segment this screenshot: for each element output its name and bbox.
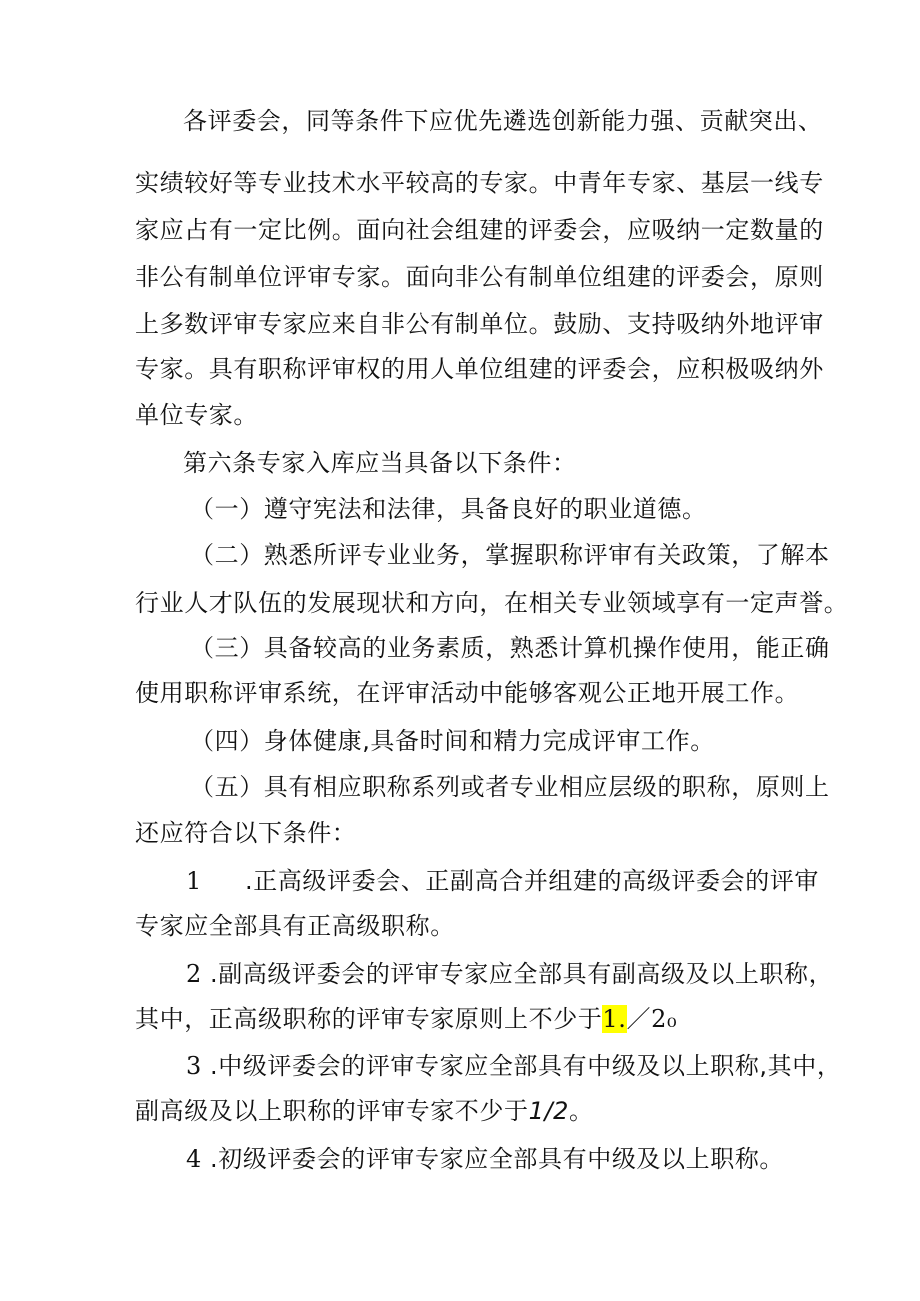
item-1-number: 1 (186, 867, 202, 895)
condition-2: （二）熟悉所评专业业务，掌握职称评审有关政策，了解本 (190, 541, 830, 569)
highlighted-number: 1. (602, 1005, 627, 1033)
item-1-text: .正高级评委会、正副高合并组建的高级评委会的评审 (245, 867, 820, 895)
paragraph-line: 上多数评审专家应来自非公有制单位。鼓励、支持吸纳外地评审 (135, 310, 824, 338)
item-2-cont-text: 其中，正高级职称的评审专家原则上不少于 (135, 1005, 603, 1033)
period: 。 (569, 1097, 594, 1125)
article-heading: 第六条专家入库应当具备以下条件： (183, 449, 577, 477)
fraction: 1/2 (528, 1097, 570, 1125)
paragraph-line: 实绩较好等专业技术水平较高的专家。中青年专家、基层一线专 (135, 169, 824, 197)
condition-2-cont: 行业人才队伍的发展现状和方向，在相关专业领域享有一定声誉。 (135, 589, 849, 617)
paragraph-line: 非公有制单位评审专家。面向非公有制单位组建的评委会，原则 (135, 263, 824, 291)
item-4-text: .初级评委会的评审专家应全部具有中级及以上职称。 (210, 1145, 785, 1173)
condition-5: （五）具有相应职称系列或者专业相应层级的职称，原则上 (190, 773, 830, 801)
item-2-text: .副高级评委会的评审专家应全部具有副高级及以上职称， (210, 960, 834, 988)
item-1-cont: 专家应全部具有正高级职称。 (135, 912, 455, 940)
paragraph-line: 各评委会，同等条件下应优先遴选创新能力强、贡献突出、 (183, 107, 823, 135)
paragraph-line: 单位专家。 (135, 401, 258, 429)
item-2-number: 2 (186, 960, 202, 988)
condition-3-cont: 使用职称评审系统，在评审活动中能够客观公正地开展工作。 (135, 679, 800, 707)
item-3-cont-text: 副高级及以上职称的评审专家不少于 (135, 1097, 529, 1125)
item-3-text: .中级评委会的评审专家应全部具有中级及以上职称,其中， (210, 1052, 842, 1080)
condition-5-cont: 还应符合以下条件： (135, 819, 357, 847)
item-3-cont (135, 1088, 594, 1134)
condition-1: （一）遵守宪法和法律，具备良好的职业道德。 (190, 495, 707, 523)
fraction-tail: ／2₀ (626, 1005, 678, 1033)
item-3-number: 3 (186, 1052, 202, 1080)
condition-4: （四）身体健康,具备时间和精力完成评审工作。 (190, 727, 715, 755)
item-2-cont (135, 996, 677, 1042)
condition-3: （三）具备较高的业务素质，熟悉计算机操作使用，能正确 (190, 634, 830, 662)
paragraph-line: 专家。具有职称评审权的用人单位组建的评委会，应积极吸纳外 (135, 355, 824, 383)
paragraph-line: 家应占有一定比例。面向社会组建的评委会，应吸纳一定数量的 (135, 216, 824, 244)
item-4-number: 4 (186, 1145, 202, 1173)
